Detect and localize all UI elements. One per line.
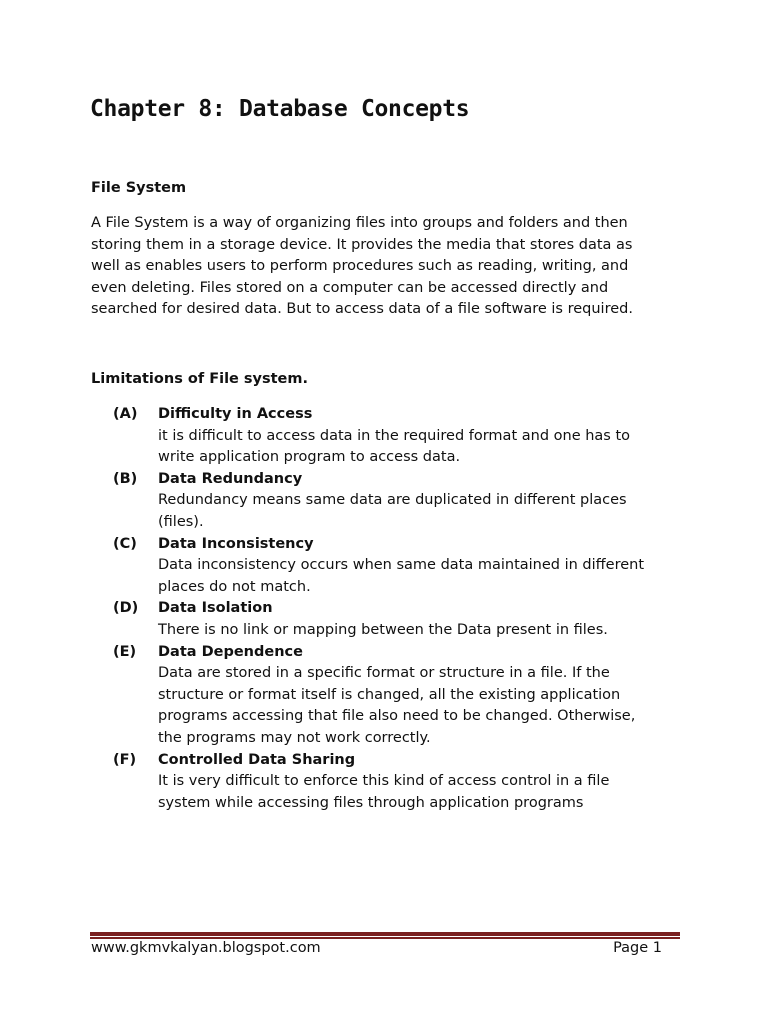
chapter-title: Chapter 8: Database Concepts	[90, 96, 470, 122]
limitation-title: Difficulty in Access	[158, 406, 313, 422]
footer-divider-thin	[90, 937, 680, 939]
limitation-text: structure or format itself is changed, all the existing application	[158, 686, 621, 703]
paragraph-line: even deleting. Files stored on a computer can be accessed directly and	[91, 279, 609, 296]
limitation-text: it is difficult to access data in the required format and one has to	[158, 427, 631, 444]
limitation-item	[0, 750, 768, 815]
limitation-letter: (C)	[113, 535, 137, 552]
limitation-text: It is very difficult to enforce this kind of access control in a file	[158, 773, 610, 790]
limitation-item	[0, 404, 768, 469]
limitation-item	[0, 598, 768, 641]
footer-website: www.gkmvkalyan.blogspot.com	[91, 940, 321, 956]
paragraph-line: A File System is a way of organizing files into groups and folders and then	[91, 215, 628, 231]
paragraph-line: storing them in a storage device. It provides the media that stores data as	[91, 236, 633, 253]
limitation-title: Data Redundancy	[158, 470, 303, 487]
limitation-item	[0, 642, 768, 750]
file-system-heading: File System	[91, 180, 187, 196]
limitation-text: write application program to access data.	[158, 449, 461, 466]
file-system-paragraph	[91, 213, 681, 321]
limitation-text: Data inconsistency occurs when same data maintained in different	[158, 557, 645, 574]
footer-divider-thick	[90, 932, 680, 936]
limitation-text: places do not match.	[158, 578, 311, 595]
limitation-text: programs accessing that file also need to be changed. Otherwise,	[158, 708, 636, 725]
limitations-list	[0, 404, 768, 814]
footer-divider	[90, 932, 680, 939]
limitation-text: system while accessing files through application programs	[158, 794, 584, 811]
limitation-item	[0, 469, 768, 534]
limitation-item	[0, 534, 768, 599]
limitation-title: Data Inconsistency	[158, 535, 314, 552]
limitation-letter: (A)	[113, 406, 138, 422]
limitations-heading: Limitations of File system.	[91, 371, 309, 387]
footer-page-number: Page 1	[613, 940, 662, 956]
paragraph-line: well as enables users to perform procedures such as reading, writing, and	[91, 258, 629, 275]
limitation-title: Data Isolation	[158, 600, 273, 617]
limitation-letter: (E)	[113, 643, 137, 660]
limitation-letter: (F)	[113, 751, 137, 768]
limitation-text: the programs may not work correctly.	[158, 729, 431, 746]
limitation-text: Data are stored in a specific format or structure in a file. If the	[158, 665, 610, 682]
limitation-title: Controlled Data Sharing	[158, 751, 356, 768]
limitation-text: Redundancy means same data are duplicated in different places	[158, 492, 627, 509]
paragraph-line: searched for desired data. But to access data of a file software is required.	[91, 301, 633, 318]
limitation-text: (files).	[158, 513, 204, 530]
limitation-letter: (D)	[113, 600, 139, 617]
limitation-title: Data Dependence	[158, 643, 303, 660]
limitation-text: There is no link or mapping between the Data present in files.	[158, 621, 608, 638]
limitation-letter: (B)	[113, 470, 138, 487]
